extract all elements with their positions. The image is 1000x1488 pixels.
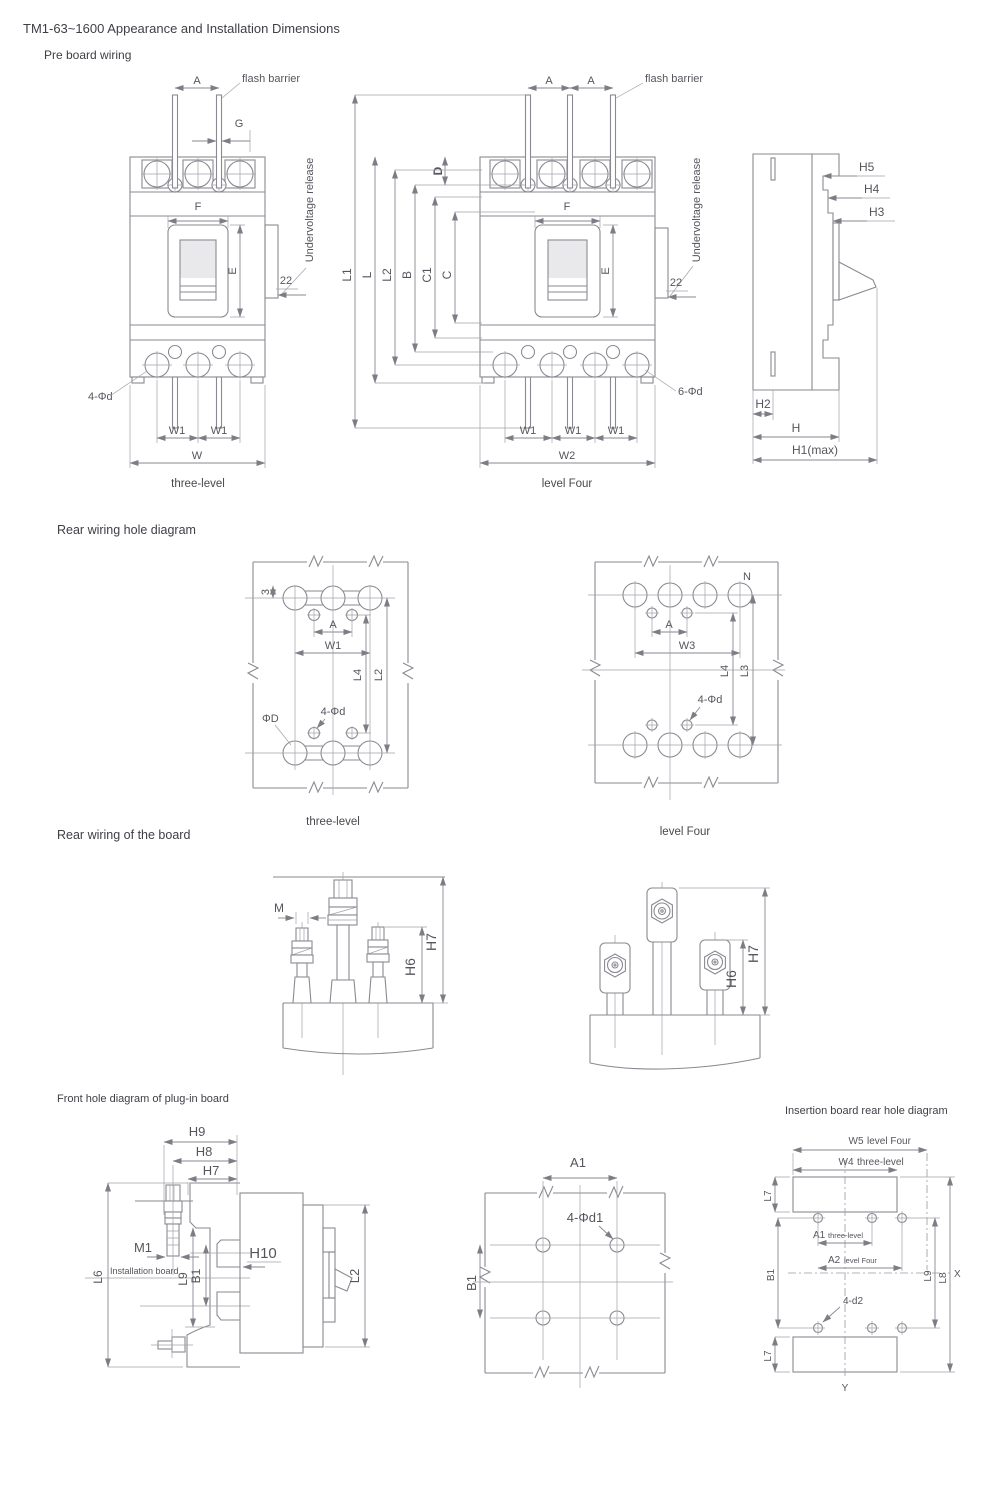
dim-l1: L1 (340, 268, 354, 282)
flash-barrier-strip (568, 95, 573, 188)
dim-e: E (600, 267, 612, 275)
breaker-body-drawing (480, 95, 668, 428)
dim-w5: W5 (848, 1136, 864, 1147)
flash-barrier-strip (611, 95, 616, 188)
page-title: TM1-63~1600 Appearance and Installation Dimensions (23, 21, 340, 36)
dim-h2: H2 (755, 397, 771, 411)
dim-a: A (193, 75, 201, 87)
a1-note: three-level (828, 1231, 864, 1240)
dim-h: H (791, 421, 801, 435)
caption: three-level (171, 478, 225, 490)
flash-barrier-label: flash barrier (645, 73, 704, 85)
dim-g: G (234, 118, 244, 130)
dim-l6: L6 (91, 1270, 105, 1284)
figure-rear-hole-three-level (245, 545, 430, 835)
heading-front-hole: Front hole diagram of plug-in board (57, 1093, 229, 1105)
holes-label: 4-Φd (320, 706, 346, 718)
dim-l3: L3 (739, 664, 751, 678)
dim-w1: W1 (564, 425, 582, 437)
dim-b1: B1 (464, 1275, 479, 1291)
dim-a2: A2 (828, 1255, 841, 1266)
terminal-blocks (217, 1240, 240, 1320)
figure-rear-board-studs (265, 870, 455, 1085)
plate-drawing (788, 1153, 950, 1378)
figure-front-level-four (340, 70, 710, 500)
heading-pre-board: Pre board wiring (44, 48, 132, 62)
dim-w4: W4 (838, 1157, 854, 1168)
dimensions (464, 1155, 617, 1318)
undervoltage-label: Undervoltage release (304, 157, 316, 263)
dim-b: B (400, 270, 414, 280)
dim-m1: M1 (133, 1240, 153, 1255)
dim-h6: H6 (402, 958, 418, 976)
handle (839, 262, 876, 300)
w4-note: three-level (857, 1157, 904, 1168)
plate-drawing (582, 556, 785, 800)
breaker-outline (240, 1193, 303, 1353)
dim-l8: L8 (938, 1272, 949, 1284)
dim-f: F (194, 201, 202, 213)
dim-e: E (227, 267, 239, 275)
figure-side-view (745, 140, 1000, 470)
dim-a: A (545, 75, 553, 87)
label-n: N (743, 571, 751, 583)
dim-l9: L9 (176, 1272, 190, 1286)
dim-a1: A1 (570, 1155, 586, 1170)
caption: three-level (306, 816, 360, 828)
dimensions (260, 586, 387, 828)
dim-h3: H3 (869, 205, 885, 219)
flash-barrier-strip (173, 95, 178, 188)
holes-label: 4-Φd1 (566, 1210, 604, 1225)
figure-rear-board-terminals (575, 880, 790, 1080)
dim-l7: L7 (763, 1350, 774, 1362)
dim-l2: L2 (373, 668, 385, 682)
axis-x: X (954, 1269, 961, 1280)
caption: level Four (659, 826, 711, 838)
dim-h1max: H1(max) (791, 443, 839, 457)
dim-a: A (329, 619, 337, 631)
flash-barrier-strip (526, 95, 531, 188)
holes-label: 6-Φd (678, 386, 703, 398)
axis-y: Y (841, 1383, 849, 1394)
dim-w1: W1 (168, 425, 186, 437)
dim-h10: H10 (249, 1245, 277, 1262)
figure-plug-in-holes (465, 1145, 680, 1390)
flash-barrier-strip (217, 95, 222, 188)
dim-a: A (587, 75, 595, 87)
holes-label: 4-Φd (697, 694, 723, 706)
undervoltage-release-tab (655, 228, 668, 298)
dim-b1: B1 (766, 1268, 777, 1282)
dim-h7: H7 (745, 945, 761, 963)
holes-label: 4-Φd (88, 391, 113, 403)
figure-plug-in-side (85, 1115, 395, 1390)
w5-note: level Four (867, 1136, 911, 1147)
dim-22: 22 (279, 275, 293, 287)
heading-rear-board: Rear wiring of the board (57, 828, 191, 842)
dim-l4: L4 (352, 668, 364, 682)
figure-rear-hole-level-four (580, 545, 790, 840)
dim-l9: L9 (923, 1270, 934, 1282)
dim-22: 22 (669, 277, 683, 289)
caption: level Four (541, 478, 593, 490)
dimensions (91, 1124, 370, 1367)
dim-w: W (191, 450, 203, 462)
dimensions (340, 73, 703, 490)
dimensions (88, 73, 316, 490)
dim-l2: L2 (347, 1268, 362, 1284)
a2-note: level Four (844, 1256, 877, 1265)
undervoltage-label: Undervoltage release (691, 157, 703, 263)
dim-l7: L7 (763, 1190, 774, 1202)
dim-3: 3 (260, 588, 272, 596)
dim-m: M (274, 901, 284, 915)
dim-w1: W1 (210, 425, 228, 437)
dim-h6: H6 (723, 970, 739, 988)
board (283, 1003, 433, 1054)
figure-front-three-level (80, 70, 345, 500)
dim-h7: H7 (423, 933, 439, 951)
dim-l2: L2 (380, 268, 394, 282)
dim-c1: C1 (420, 267, 434, 283)
holes-label: 4-d2 (842, 1296, 864, 1307)
flash-barrier-label: flash barrier (242, 73, 301, 85)
dimensions (753, 160, 895, 464)
dim-phiD: ΦD (262, 713, 279, 725)
board (590, 1015, 760, 1069)
dim-a: A (665, 619, 673, 631)
dim-w1: W1 (324, 640, 342, 652)
dim-d: D (431, 166, 445, 176)
figure-insertion-rear-holes (760, 1120, 1000, 1410)
dim-w1: W1 (519, 425, 537, 437)
dim-h9: H9 (188, 1124, 206, 1139)
installation-board-label: Installation board (110, 1266, 179, 1276)
dim-h4: H4 (864, 182, 880, 196)
dim-w2: W2 (558, 450, 576, 462)
dim-h5: H5 (859, 160, 875, 174)
dim-l: L (360, 271, 374, 279)
dim-a1: A1 (813, 1230, 826, 1241)
dim-h8: H8 (195, 1144, 213, 1159)
dim-w1: W1 (607, 425, 625, 437)
breaker-body-drawing (130, 95, 278, 428)
dim-c: C (440, 270, 454, 280)
undervoltage-release-tab (265, 225, 278, 298)
dim-h7: H7 (202, 1163, 220, 1178)
dim-b1: B1 (189, 1268, 203, 1284)
dim-w3: W3 (678, 640, 696, 652)
heading-insertion: Insertion board rear hole diagram (785, 1105, 948, 1117)
dim-l4: L4 (719, 664, 731, 678)
breaker-side-drawing (753, 154, 876, 390)
heading-rear-hole: Rear wiring hole diagram (57, 523, 196, 537)
studs-drawing (273, 872, 445, 1075)
dim-f: F (563, 201, 571, 213)
